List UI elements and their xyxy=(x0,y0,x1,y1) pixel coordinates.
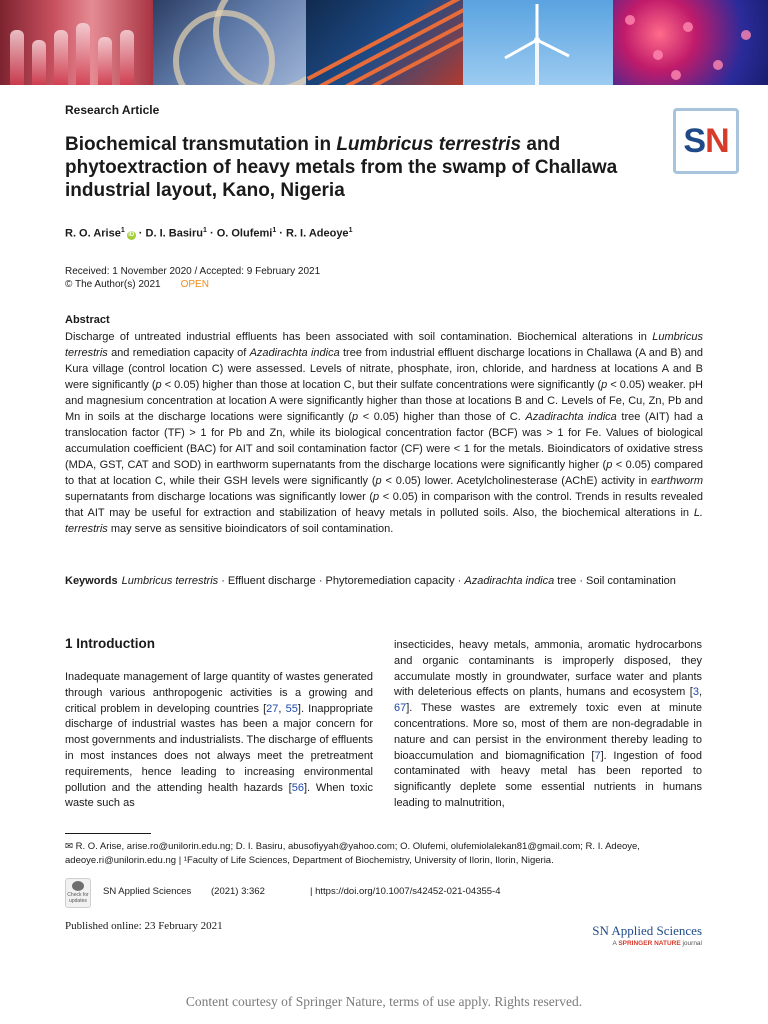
footnote-divider xyxy=(65,833,151,834)
author-list: R. O. Arise$^1$iD · D. I. Basiru$^1$ · O. Olufemi$^1$ · R. I. Adeoye$^1$ xyxy=(65,227,353,240)
published-online: Published online: 23 February 2021 xyxy=(65,920,223,932)
text-run: p xyxy=(601,379,608,391)
introduction-column-right xyxy=(394,638,702,812)
text-run: < 0.05) weaker. pH and magnesium concentration at location A were significantly higher than those at locations B and C. Levels of Fe, Cu, Zn, Pb and Mn in soils at the discharge locations were significantly ( xyxy=(65,379,703,423)
banner-image-engine xyxy=(153,0,306,85)
citation-link[interactable]: 27 xyxy=(266,702,279,715)
journal-brand-name: SN Applied Sciences xyxy=(592,923,702,938)
wind-turbine-icon xyxy=(463,0,613,85)
author-name[interactable]: R. O. Arise xyxy=(65,227,121,240)
text-run: tree from industrial effluent discharge locations in Challawa (A and B) and Kura village (control location C) were assessed. Levels of nitrate, phosphate, iron, chloride, and hardness at locations A and B were significantly ( xyxy=(65,347,704,391)
keywords-label: Keywords xyxy=(65,575,118,587)
introduction-column-left xyxy=(65,670,373,812)
header-banner xyxy=(0,0,768,85)
text-run: ]. When toxic waste such as xyxy=(65,781,373,810)
text-run: Azadirachta indica xyxy=(249,347,340,359)
text-run: Azadirachta indica xyxy=(525,411,617,423)
text-run: Inadequate management of large quantity of wastes generated through various anthropogenic activities is a growing and critical problem in developing countries [ xyxy=(65,671,373,715)
text-run: < 0.05) higher than those of C. xyxy=(358,411,526,423)
article-title: Biochemical transmutation in Lumbricus terrestris and phytoextraction of heavy metals from the swamp of Challawa industrial layout, Kano, Nigeria xyxy=(65,134,618,201)
citation-link[interactable]: 7 xyxy=(594,749,601,762)
abstract-heading: Abstract xyxy=(65,314,110,326)
text-run: < 0.05) in comparison with the control. Trends in results revealed that AIT may be useful for extraction and stabilization of heavy metals in polluted soils. Also, the biochemical alterations in xyxy=(65,491,703,519)
author-name[interactable]: D. I. Basiru xyxy=(145,227,203,240)
text-run: < 0.05) higher than those at location C, but their sulfate concentrations were significantly ( xyxy=(161,379,602,391)
citation-link[interactable]: 67 xyxy=(394,702,407,715)
text-run: p xyxy=(155,379,162,391)
courtesy-notice: Content courtesy of Springer Nature, terms of use apply. Rights reserved. xyxy=(185,994,583,1009)
text-run: and remediation capacity of xyxy=(107,347,250,359)
copyright: © The Author(s) 2021 xyxy=(65,279,161,290)
text-run: supernatants from discharge locations was significantly lower ( xyxy=(65,491,374,503)
text-run: Azadirachta indica xyxy=(464,575,555,587)
doi-link[interactable]: | https://doi.org/10.1007/s42452-021-04355-4 xyxy=(310,886,501,897)
text-run: insecticides, heavy metals, ammonia, aromatic hydrocarbons and organic contaminants is improperly disposed, they accumulate mostly in groundwater, surface water and plants with deleterious effects on plants, humans and ecosystem [ xyxy=(394,639,702,699)
author-name[interactable]: O. Olufemi xyxy=(216,227,273,240)
received-accepted: Received: 1 November 2020 / Accepted: 9 February 2021 xyxy=(65,266,321,277)
journal-volume: (2021) 3:362 xyxy=(211,886,265,897)
citation-link[interactable]: 55 xyxy=(285,702,298,715)
text-run: Lumbricus terrestris xyxy=(65,331,703,359)
text-run: < 0.05) compared to that at location C, while their GSH levels were significantly ( xyxy=(65,459,703,487)
text-run: Discharge of untreated industrial effluents has been associated with soil contamination. Biochemical alterations in xyxy=(65,331,653,343)
author-footnote: ✉ R. O. Arise, arise.ro@unilorin.edu.ng; D. I. Basiru, abusofiyyah@yahoo.com; O. Olufemi, olufemiolalekan81@gmail.com; R. I. Adeoye, adeoye.ri@unilorin.edu.ng | ¹Faculty of Life Sciences, Department of Biochemistry, University of Ilorin, Ilorin, Nigeria. xyxy=(65,841,640,866)
sn-logo: S N xyxy=(673,108,739,174)
text-run: , xyxy=(278,702,286,715)
banner-image-coil xyxy=(306,0,463,85)
check-for-updates-icon[interactable]: Check for updates xyxy=(65,878,91,908)
abstract-text xyxy=(65,329,703,537)
text-run: ]. These wastes are extremely toxic even at minute concentrations. More so, most of them are non-degradable in nature and can persist in the environment thereby leading to bioaccumulation and biomagnification [ xyxy=(394,702,702,762)
text-run: ]. Ingestion of food contaminated with heavy metal has been reported to significantly deplete some essential nutrients in humans leading to malnutrition, xyxy=(394,749,703,809)
text-run: Lumbricus terrestris xyxy=(121,575,219,587)
keyword-list xyxy=(122,575,676,587)
text-run: may serve as sensitive bioindicators of soil contamination. xyxy=(107,523,394,535)
author-name[interactable]: R. I. Adeoye xyxy=(286,227,349,240)
text-run: , xyxy=(698,686,702,699)
orcid-icon[interactable]: iD xyxy=(128,231,135,238)
section-heading-introduction: 1 Introduction xyxy=(65,636,155,651)
text-run: · Effluent discharge · Phytoremediation capacity · xyxy=(218,575,465,587)
keywords xyxy=(65,573,703,589)
journal-name: SN Applied Sciences xyxy=(103,886,192,897)
banner-image-molecules xyxy=(613,0,768,85)
article-dates xyxy=(65,265,320,291)
banner-image-test-tubes xyxy=(0,0,153,85)
article-type: Research Article xyxy=(65,103,160,117)
text-run: p xyxy=(352,411,359,423)
springer-nature-label: A SPRINGER NATURE journal xyxy=(612,940,702,947)
text-run: p xyxy=(373,491,380,503)
citation-link[interactable]: 56 xyxy=(291,781,304,794)
text-run: tree · Soil contamination xyxy=(554,575,676,587)
citation-link[interactable]: 3 xyxy=(692,686,699,699)
text-run: < 0.05) lower. Acetylcholinesterase (AChE) activity in xyxy=(381,475,652,487)
text-run: tree (AIT) had a translocation factor (TF) > 1 for Pb and Zn, while its biological concentration factor (BCF) was > 1 for Fe. Values of biological accumulation coefficient (BAC) for AIT and soil contamination factor (CF) were < 1 for the metals. Bioindicators of oxidative stress (MDA, GST, CAT and SOD) in earthworm supernatants from the discharge locations were significantly higher ( xyxy=(65,411,704,471)
open-access-badge: OPEN xyxy=(180,279,209,290)
text-run: earthworm xyxy=(651,475,703,487)
text-run: ]. Inappropriate discharge of industrial wastes has been a major concern for most governments and industrialists. The discharge of effluents in most instances does not always meet the pretreatment requirements, hence leading to increasing environmental pollution and the attending health hazards [ xyxy=(65,702,373,794)
text-run: p xyxy=(606,459,613,471)
text-run: L. terrestris xyxy=(65,507,703,535)
banner-image-wind-turbine xyxy=(463,0,613,85)
text-run: p xyxy=(375,475,382,487)
journal-brand xyxy=(592,923,702,947)
